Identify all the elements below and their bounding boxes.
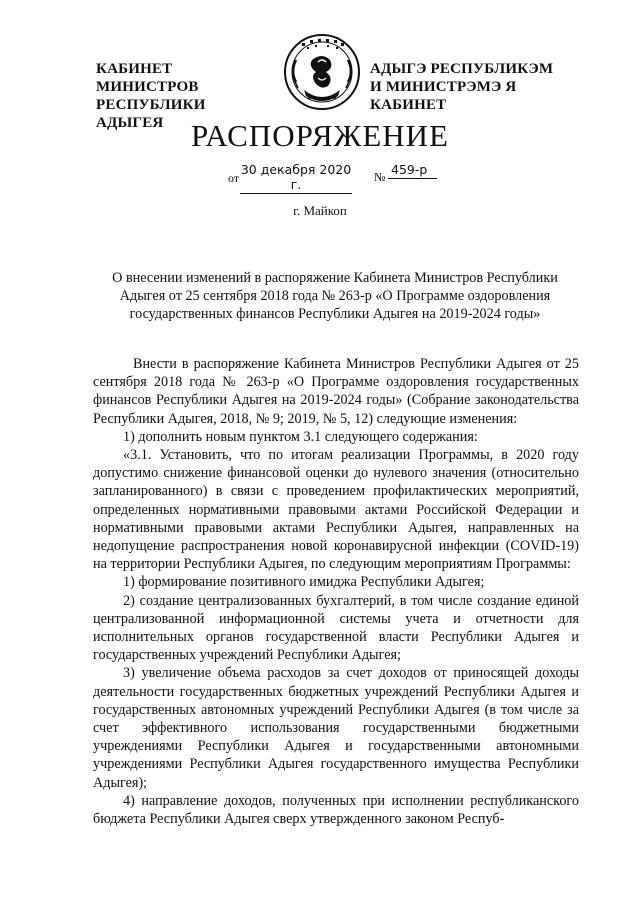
paragraph-item-1: 1) дополнить новым пунктом 3.1 следующего содержания:: [123, 428, 478, 445]
paragraph-intro: Внести в распоряжение Кабинета Министров Республики Адыгея от 25 сентября 2018 года № 263-р «О Программе оздоровления государственных финансов Республики Адыгея на 2019-2024 годы» (Собрание законодательства Республики Адыгея, 2018, № 9; 2019, № 5, 12) следующие изменения:: [93, 356, 579, 427]
city: г. Майкоп: [293, 203, 347, 218]
document-body: [93, 355, 579, 828]
paragraph-subitem-4: 4) направление доходов, полученных при исполнении республиканского бюджета Республики Адыгея сверх утвержденного законом Респуб-: [93, 792, 579, 828]
header-left-line1: КАБИНЕТ МИНИСТРОВ: [96, 61, 199, 95]
date-prefix: от: [228, 171, 240, 185]
date-number-row: [228, 162, 468, 192]
header-right: [370, 60, 590, 114]
document-title: РАСПОРЯЖЕНИЕ: [191, 118, 449, 153]
header-left-line2: РЕСПУБЛИКИ АДЫГЕЯ: [96, 97, 206, 131]
document-number: 459-р: [388, 162, 437, 179]
number-prefix: №: [374, 170, 386, 184]
paragraph-subitem-3: 3) увеличение объема расходов за счет доходов от приносящей доходы деятельности государственных бюджетных учреждений Республики Адыгея и государственных автономных учреждений Республики Адыгея (в том числе за счет эффективного использования государственными бюджетными учреждениями Республики Адыгея и государственными автономными учреждениями Республики Адыгея государственного имущества Республики Адыгея);: [93, 665, 579, 791]
paragraph-subitem-2: 2) создание централизованных бухгалтерий, в том числе создание единой централизованной информационной системы учета и отчетности для исполнительных органов государственной власти Республики Адыгея и государственных учреждений Республики Адыгея;: [93, 592, 579, 664]
document-subject: О внесении изменений в распоряжение Кабинета Министров Республики Адыгея от 25 сентября 2018 года № 263-р «О Программе оздоровления государственных финансов Республики Адыгея на 2019-2024 годы»: [112, 270, 558, 322]
paragraph-quote-3-1: «3.1. Установить, что по итогам реализации Программы, в 2020 году допустимо снижение финансовой оценки до нулевого значения (относительно запланированного) в связи с проведением профилактических мероприятий, определенных нормативными правовыми актами Российской Федерации и нормативными правовыми актами Республики Адыгея, направленных на недопущение распространения новой коронавирусной инфекции (COVID-19) на территории Республики Адыгея, по следующим мероприятиям Программы:: [93, 447, 579, 573]
header-right-line1: АДЫГЭ РЕСПУБЛИКЭМ: [370, 61, 554, 77]
coat-of-arms-emblem-icon: [282, 32, 362, 112]
header-right-line2: И МИНИСТРЭМЭ Я КАБИНЕТ: [370, 79, 517, 113]
document-date: 30 декабря 2020 г.: [240, 162, 352, 192]
paragraph-subitem-1: 1) формирование позитивного имиджа Республики Адыгея;: [123, 574, 485, 591]
